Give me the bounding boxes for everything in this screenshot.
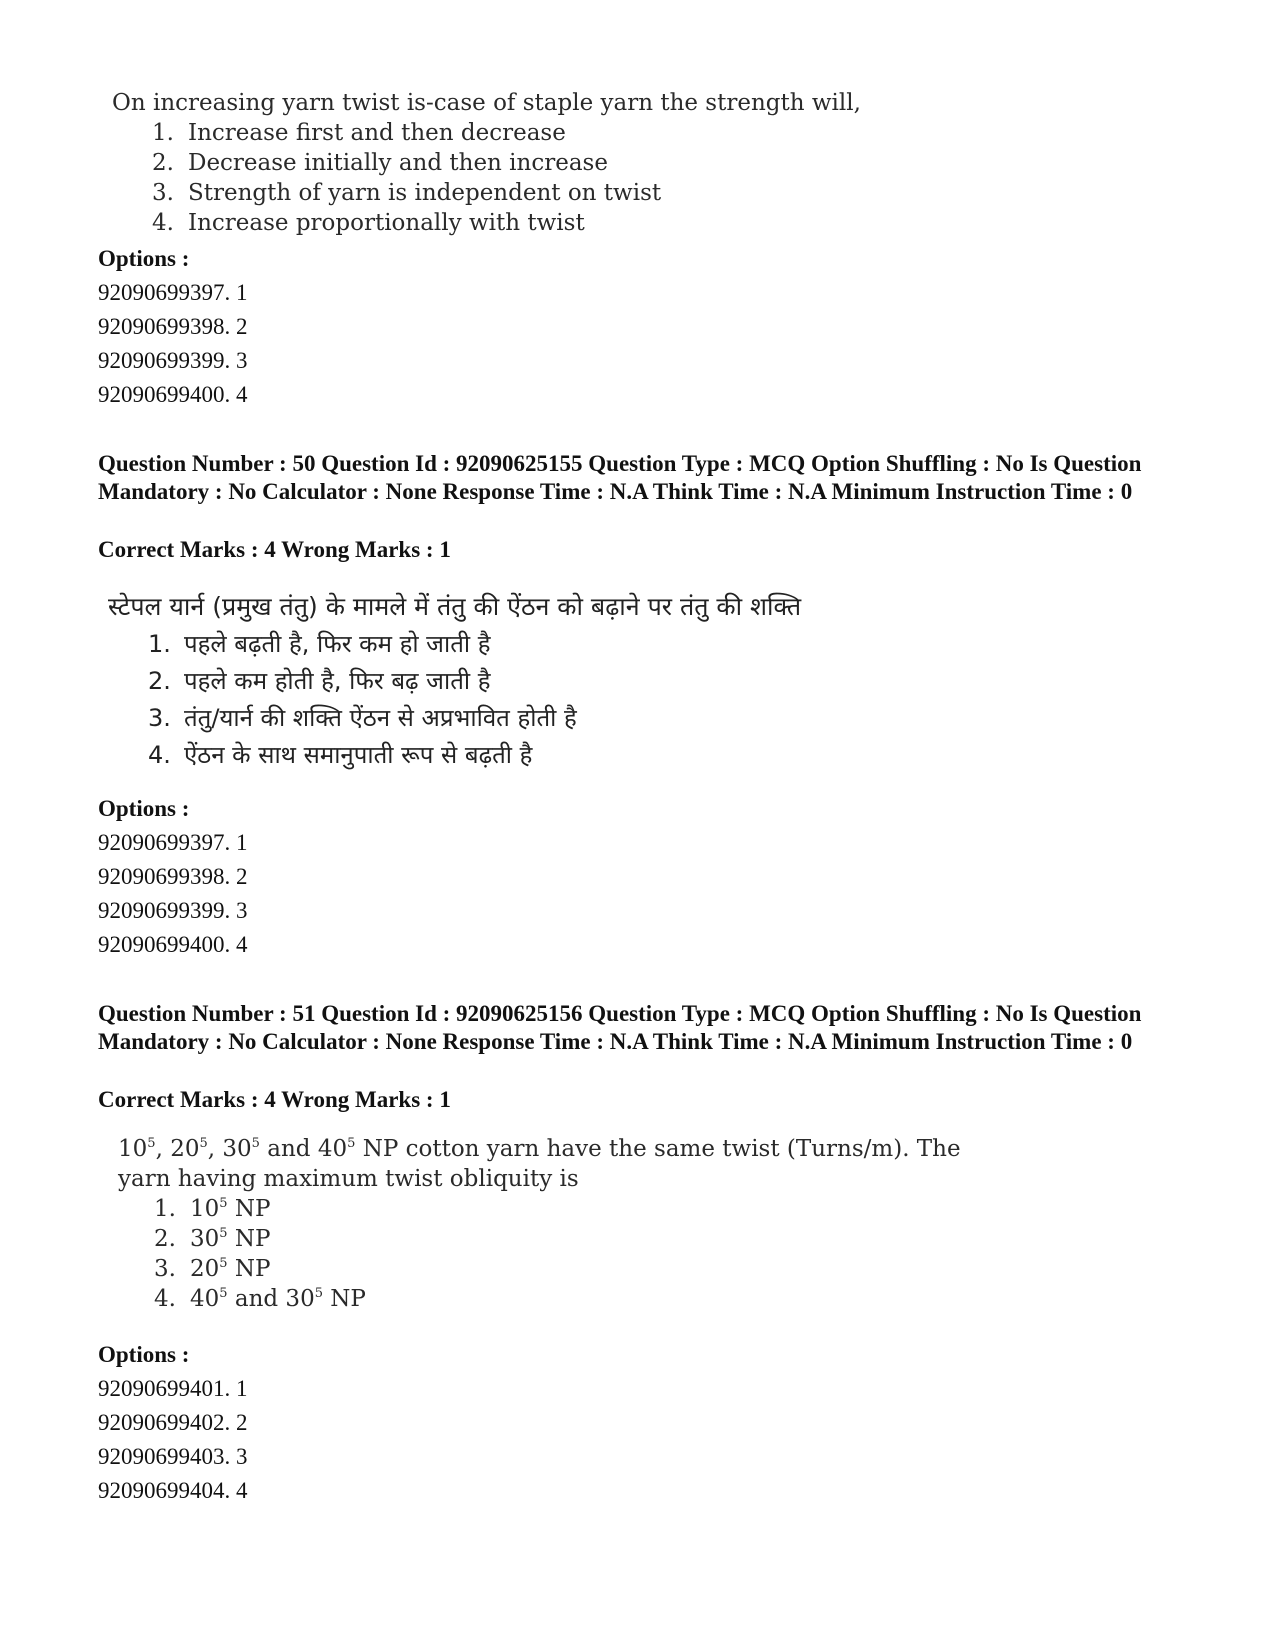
option-row: 92090699399. 3 [98, 898, 248, 923]
choice-item: 2. $30^5$ NP [154, 1226, 271, 1252]
question-49-choices [112, 118, 861, 238]
choice-item: 3. तंतु/यार्न की शक्ति ऐंठन से अप्रभावित होती है [148, 704, 577, 732]
question-51-image [118, 1134, 961, 1314]
options-list [98, 826, 248, 962]
question-51-stem: $10^5$, $20^5$, $30^5$ and $40^5$ NP cotton yarn have the same twist (Turns/m). The yarn having maximum twist obliquity is [118, 1136, 961, 1192]
choice-item: 3. $20^5$ NP [154, 1256, 271, 1282]
option-row: 92090699403. 3 [98, 1444, 248, 1469]
choice-item: 2. पहले कम होती है, फिर बढ़ जाती है [148, 667, 491, 695]
choice-item: 1. $10^5$ NP [154, 1196, 271, 1222]
question-49-image [112, 88, 861, 238]
options-label: Options : [98, 796, 190, 821]
option-row: 92090699401. 1 [98, 1376, 248, 1401]
question-50-stem: स्टेपल यार्न (प्रमुख तंतु) के मामले में तंतु की ऐंठन को बढ़ाने पर तंतु की शक्ति [108, 592, 802, 621]
options-list [98, 276, 248, 412]
choice-item: 1. पहले बढ़ती है, फिर कम हो जाती है [148, 630, 491, 658]
option-row: 92090699400. 4 [98, 382, 248, 407]
choice-item: 1. Increase first and then decrease [152, 120, 566, 146]
question-51-choices [118, 1194, 961, 1314]
question-50-marks: Correct Marks : 4 Wrong Marks : 1 [98, 537, 451, 562]
choice-item: 4. ऐंठन के साथ समानुपाती रूप से बढ़ती है [148, 741, 533, 769]
option-row: 92090699400. 4 [98, 932, 248, 957]
question-50-choices [108, 626, 801, 774]
choice-item: 2. Decrease initially and then increase [152, 150, 608, 176]
choice-item: 4. $40^5$ and $30^5$ NP [154, 1286, 366, 1312]
question-51-meta: Question Number : 51 Question Id : 92090625156 Question Type : MCQ Option Shuffling : No Is Question Mandatory : No Calculator : None Response Time : N.A Think Time : N.A Minimum Instruction Time : 0 [98, 1001, 1142, 1054]
option-row: 92090699402. 2 [98, 1410, 248, 1435]
option-row: 92090699397. 1 [98, 830, 248, 855]
choice-item: 3. Strength of yarn is independent on twist [152, 180, 662, 206]
option-row: 92090699397. 1 [98, 280, 248, 305]
question-51-marks: Correct Marks : 4 Wrong Marks : 1 [98, 1087, 451, 1112]
options-label: Options : [98, 1342, 190, 1367]
options-list [98, 1372, 248, 1508]
option-row: 92090699404. 4 [98, 1478, 248, 1503]
option-row: 92090699398. 2 [98, 864, 248, 889]
question-50-meta: Question Number : 50 Question Id : 92090625155 Question Type : MCQ Option Shuffling : No Is Question Mandatory : No Calculator : None Response Time : N.A Think Time : N.A Minimum Instruction Time : 0 [98, 451, 1142, 504]
choice-item: 4. Increase proportionally with twist [152, 210, 585, 236]
question-50-image [108, 588, 801, 774]
option-row: 92090699398. 2 [98, 314, 248, 339]
option-row: 92090699399. 3 [98, 348, 248, 373]
options-label: Options : [98, 246, 190, 271]
question-49-stem: On increasing yarn twist is-case of staple yarn the strength will, [112, 90, 861, 116]
